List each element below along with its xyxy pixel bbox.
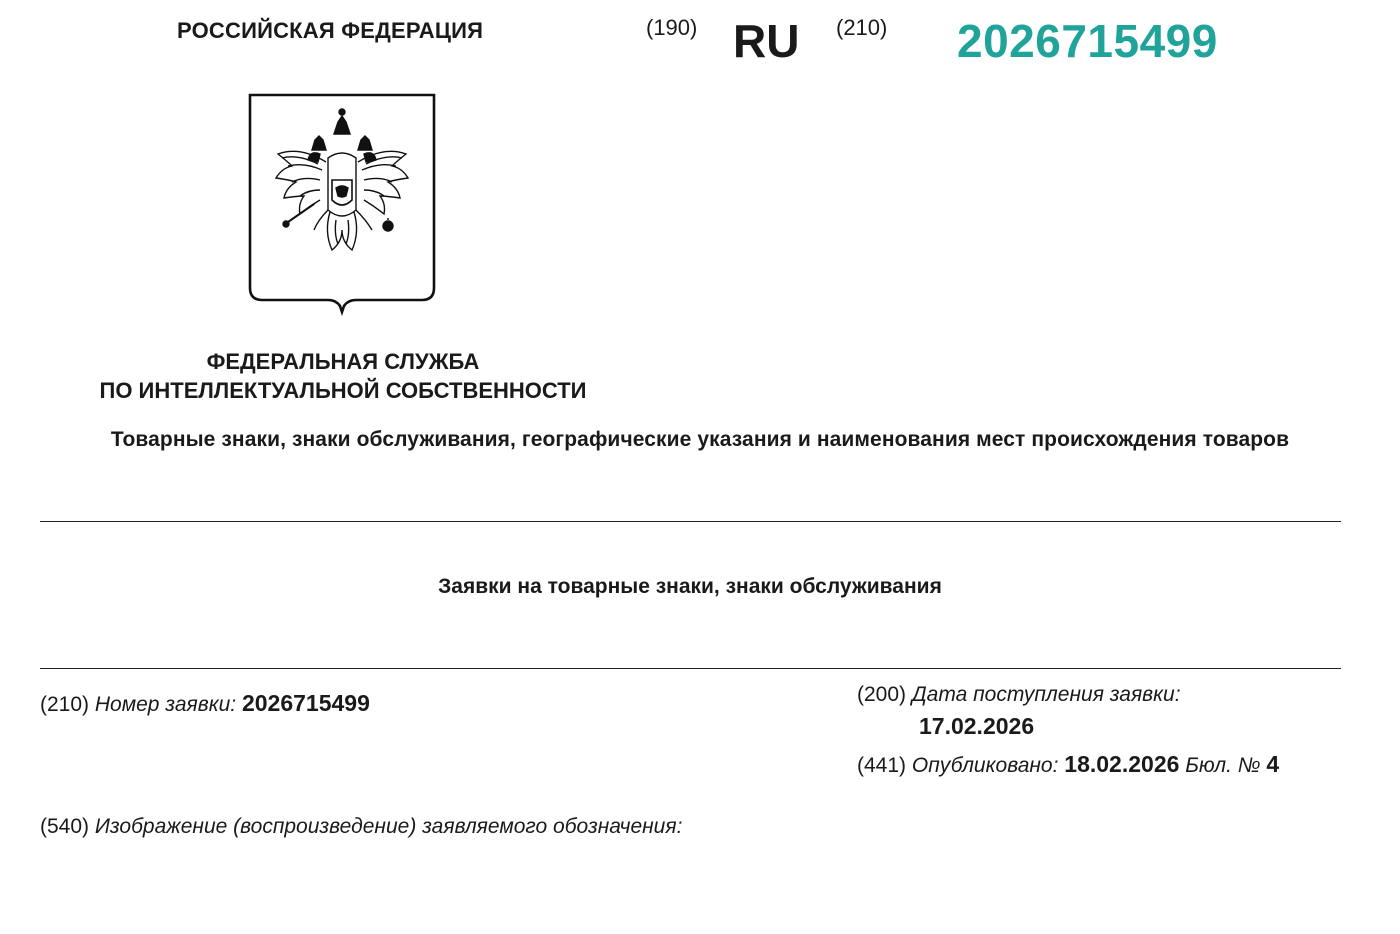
bulletin-label: Бюл. № — [1185, 754, 1261, 777]
filing-date-field — [857, 683, 1181, 707]
russian-coat-of-arms-icon — [248, 92, 436, 318]
divider-bottom — [40, 668, 1341, 669]
publication-field — [857, 751, 1279, 778]
document-category: Товарные знаки, знаки обслуживания, географические указания и наименования мест происхождения товаров — [110, 428, 1290, 451]
publication-label: Опубликовано: — [911, 754, 1059, 777]
agency-line-2: ПО ИНТЕЛЛЕКТУАЛЬНОЙ СОБСТВЕННОСТИ — [99, 378, 587, 403]
application-number-value: 2026715499 — [241, 690, 370, 716]
inid-code-190: (190) — [646, 15, 698, 40]
agency-name — [40, 347, 646, 405]
application-number-header: 2026715499 — [957, 15, 1218, 67]
inid-code-200: (200) — [857, 683, 907, 706]
agency-line-1: ФЕДЕРАЛЬНАЯ СЛУЖБА — [206, 349, 480, 374]
inid-code-540: (540) — [40, 815, 90, 838]
country-name: РОССИЙСКАЯ ФЕДЕРАЦИЯ — [177, 18, 484, 43]
application-number-label: Номер заявки: — [94, 693, 237, 716]
filing-date-label: Дата поступления заявки: — [911, 683, 1181, 706]
country-code: RU — [733, 15, 800, 67]
application-number-field — [40, 690, 370, 717]
divider-top — [40, 521, 1341, 522]
mark-image-label: Изображение (воспроизведение) заявляемого обозначения: — [94, 815, 683, 838]
bulletin-number-value: 4 — [1266, 751, 1280, 777]
inid-code-210-header: (210) — [836, 15, 888, 40]
publication-date-value: 18.02.2026 — [1064, 751, 1180, 777]
section-title: Заявки на товарные знаки, знаки обслуживания — [438, 575, 942, 598]
mark-image-field — [40, 815, 682, 839]
inid-code-441: (441) — [857, 754, 907, 777]
inid-code-210: (210) — [40, 693, 90, 716]
filing-date-value: 17.02.2026 — [919, 713, 1035, 739]
